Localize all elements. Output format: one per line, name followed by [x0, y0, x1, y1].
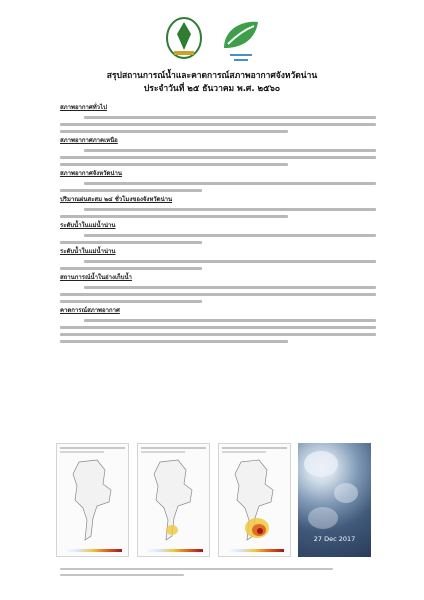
text-line — [84, 149, 376, 152]
text-line — [60, 241, 202, 244]
text-line — [60, 163, 288, 166]
section-heading: ปริมาณฝนสะสม ๒๔ ชั่วโมงของจังหวัดน่าน — [60, 196, 173, 203]
source-footnote — [60, 564, 370, 578]
section-heading: ระดับน้ำในแม่น้ำน่าน — [60, 248, 116, 255]
report-body — [60, 100, 376, 345]
text-line — [60, 326, 376, 329]
rain-forecast-map — [56, 443, 129, 557]
text-line — [60, 267, 202, 270]
header-logos — [0, 14, 424, 66]
text-line — [84, 208, 376, 211]
department-leaf-logo — [214, 14, 266, 64]
text-line — [60, 574, 184, 576]
report-title-block — [0, 70, 424, 96]
thailand-map-shape — [57, 456, 129, 546]
section-heading: สถานการณ์น้ำในอ่างเก็บน้ำ — [60, 274, 132, 281]
text-line — [84, 182, 376, 185]
text-line — [84, 234, 376, 237]
text-line — [60, 215, 288, 218]
text-line — [60, 300, 202, 303]
text-line — [60, 568, 333, 570]
text-line — [84, 286, 376, 289]
agency-seal-logo — [164, 14, 204, 60]
section-heading: สภาพอากาศภาคเหนือ — [60, 137, 118, 144]
section-heading: คาดการณ์สภาพอากาศ — [60, 307, 120, 314]
thailand-map-shape — [219, 456, 291, 546]
section-heading: สภาพอากาศทั่วไป — [60, 104, 107, 111]
text-line — [60, 156, 376, 159]
text-line — [60, 333, 376, 336]
text-line — [60, 130, 288, 133]
forecast-figures-row — [56, 443, 370, 557]
text-line — [60, 189, 202, 192]
rain-legend-bar — [63, 549, 122, 552]
thailand-map-shape — [138, 456, 210, 546]
section-heading: สภาพอากาศจังหวัดน่าน — [60, 170, 122, 177]
text-line — [60, 340, 288, 343]
rain-legend-bar — [144, 549, 203, 552]
text-line — [84, 260, 376, 263]
text-line — [60, 293, 376, 296]
text-line — [84, 116, 376, 119]
satellite-image — [298, 443, 371, 557]
text-line — [60, 123, 376, 126]
report-title: สรุปสถานการณ์น้ำและคาดการณ์สภาพอากาศจังหวัดน่าน — [106, 71, 318, 81]
text-line — [84, 319, 376, 322]
report-date: ประจำวันที่ ๒๕ ธันวาคม พ.ศ. ๒๕๖๐ — [143, 84, 281, 94]
rain-legend-bar — [225, 549, 284, 552]
rain-forecast-map — [218, 443, 291, 557]
satellite-date-label: 27 Dec 2017 — [313, 535, 356, 543]
rain-forecast-map — [137, 443, 210, 557]
section-heading: ระดับน้ำในแม่น้ำน่าน — [60, 222, 116, 229]
